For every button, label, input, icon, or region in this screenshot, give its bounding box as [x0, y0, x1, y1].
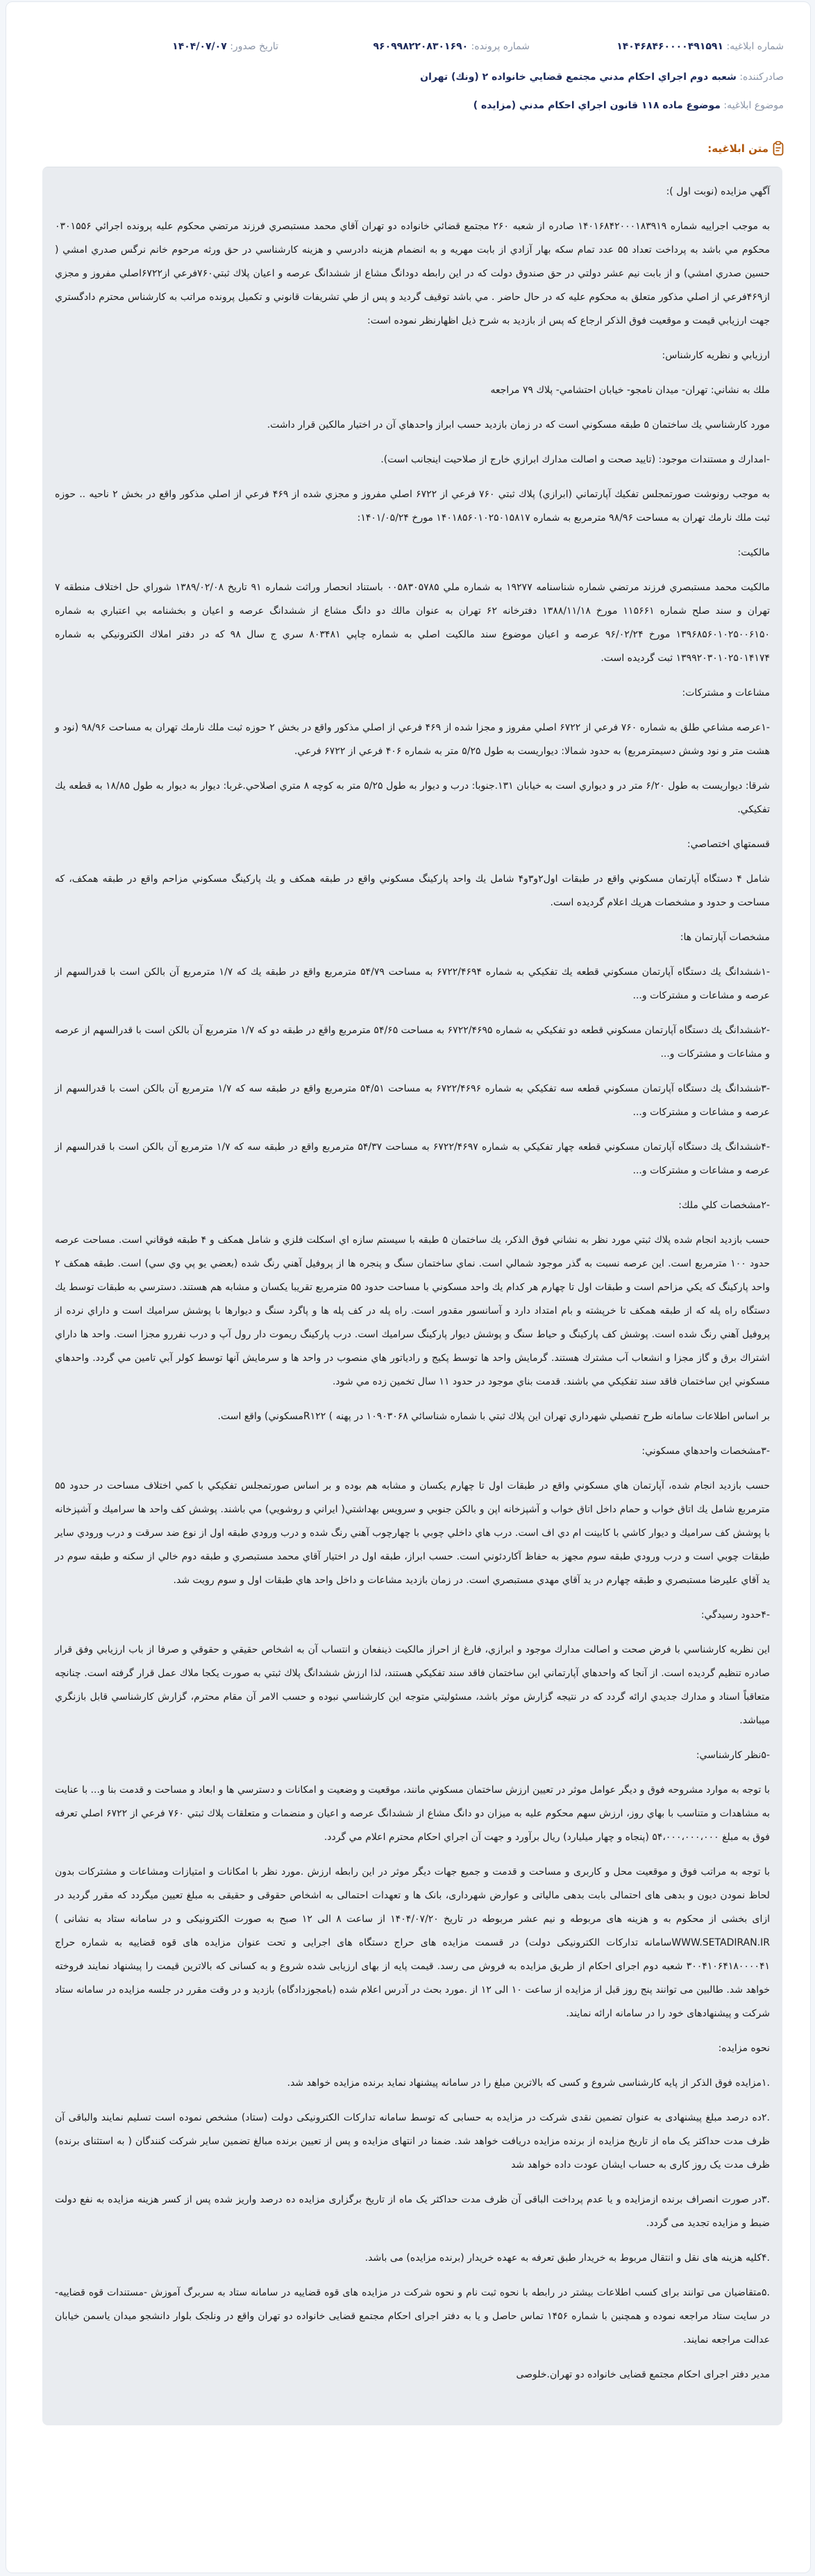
paragraph: -۱عرصه مشاعي طلق به شماره ۷۶۰ فرعي از ۶۷۲۲ اصلي مفروز و مجزا شده از ۴۶۹ فرعي از اصلي مذكور واقع در بخش ۲ حوزه ثبت ملك نارمك تهران به مساحت ۹۸/۹۶ (نود و هشت متر و نود وشش دسيمترمربع) به حدود شمالا: ديواريست به طول ۵/۲۵ متر به شماره ۴۰۶ فرعي از ۶۷۲۲ فرعي. — [55, 722, 770, 757]
notice-meta-row — [6, 41, 810, 59]
paragraph: .۱مزايده فوق الذكر از پايه كارشناسی شروع و كسی كه بالاترين مبلغ را در سامانه پيشنهاد نمايد برنده مزايده خواهد شد. — [287, 2077, 770, 2089]
paragraph: به موجب رونوشت صورتمجلس تفكيك آپارتماني (ابرازي) پلاك ثبتي ۷۶۰ فرعي از ۶۷۲۲ اصلي مفروز و مجزي شده از ۴۶۹ فرعي از اصلي مذكور واقع در بخش ۲ ناحيه .. حوزه ثبت ملك نارمك تهران به مساحت ۹۸/۹۶ مترمربع به شماره ۱۴۰۱۸۵۶۰۱۰۲۵۰۱۵۸۱۷ مورخ ۱۴۰۱/۰۵/۲۴: — [55, 489, 771, 524]
paragraph: ملك به نشاني: تهران- ميدان نامجو- خيابان احتشامي- پلاك ۷۹ مراجعه — [490, 385, 770, 396]
case-number-label: شماره پرونده: — [471, 41, 530, 52]
paragraph: به موجب اجراييه شماره ۱۴۰۱۶۸۴۲۰۰۰۱۸۳۹۱۹ صادره از شعبه ۲۶۰ مجتمع قضائي خانواده دو تهران آقاي محمد مستبصري فرزند مرتضي محكوم عليه پرونده اجرائي ۰۳۰۱۵۵۶ محكوم مي باشد به پرداخت تعداد ۵۵ عدد تمام سكه بهار آزادي از بابت مهريه و به انضمام هزينه دادرسي و هزينه كارشناسي در حق ورثه مرحوم خانم نرگس صدري امشي ( حسين صدري امشي) و از بابت نيم عشر دولتي در حق صندوق دولت كه در اين رابطه دودانگ مشاع از ششدانگ عرصه و اعيان پلاك ثبتي۷۶۰فرعي از۶۷۲۲اصلي مفروز و مجزي از۴۶۹فرعي از اصلي مذكور متعلق به محكوم عليه كه در حال حاضر . مي باشد توقيف گرديد و پس از طي تشريفات قانوني و تكميل پرونده مراتب به كارشناس محترم دادگستري جهت ارزيابي قيمت و موقعيت فوق الذكر ارجاع كه پس از بازديد به شرح ذيل اظهارنظر نموده است: — [55, 221, 771, 326]
subject-value: موضوع ماده ۱۱۸ قانون اجراي احكام مدني (مزايده ) — [473, 100, 721, 111]
paragraph: با توجه به مراتب فوق و موقعيت محل و كاربری و مساحت و قدمت و جميع جهات ديگر موثر در اين رابطه ارزش .مورد نظر با امكانات و امتيازات ومشاعات و مشتركات بدون لحاظ نمودن ديون و بدهی های احتمالی بابت بدهی مالياتی و عوارض شهرداری، بانک ها و تعهدات احتمالی به اشخاص حقوقی و حقيقی به مبلغ تعيين ميگردد كه مقرر گرديد در ازای بخشی از محكوم به و هزينه های مربوطه و نيم عشر مربوطه در تاريخ ۱۴۰۴/۰۷/۲۰ از ساعت ۸ الی ۱۲ صبح به صورت الكترونيكی و در سامانه ستاد به نشانی ) WWW.SETADIRAN.IRسامانه تداركات الكترونيكی دولت) در قسمت مزايده های حراج دستگاه های اجرايی و تحت عنوان مزايده های قوه قضاييه به شماره حراج ۳۰۰۴۱۰۶۴۱۸۰۰۰۰۴۱ شعبه دوم اجرای احكام از طريق مزايده به فروش می رسد. قيمت پايه از بهای ارزيابی شده شروع و به كسانی كه بالاترين قيمت را پيشنهاد نمايند فروخته خواهد شد. طالبين می توانند پنج روز قبل از مزايده از ساعت ۱۰ الی ۱۲ از .مورد بحث در آدرس اعلام شده (بامجوزدادگاه) بازديد و در وقت مقرر در جلسه مزايده در سامانه ستاد شركت و پيشنهادهای خود را در سامانه ارائه نمايند. — [55, 1866, 770, 2019]
case-number — [373, 41, 530, 52]
paragraph: بر اساس اطلاعات سامانه طرح تفصيلي شهرداري تهران اين پلاك ثبتي با شماره شناسائي ۱۰۹۰۳۰۶۸ در پهنه ) R۱۲۲مسكوني) واقع است. — [217, 1411, 770, 1422]
paragraph: نحوه مزايده: — [718, 2043, 770, 2054]
paragraph: -۴حدود رسيدگي: — [700, 1609, 770, 1621]
document-icon — [773, 141, 784, 156]
issue-date — [172, 41, 278, 52]
paragraph: مالكيت: — [737, 547, 770, 558]
paragraph: .۴كليه هزينه های نقل و انتقال مربوط به خريدار طبق تعرفه به عهده خريدار (برنده مزايده) می باشد. — [364, 2252, 770, 2264]
notice-number-label: شماره ابلاغيه: — [726, 41, 784, 52]
paragraph: اين نظريه كارشناسي با فرض صحت و اصالت مدارك موجود و ابرازي، فارغ از احراز مالكيت ذينفعان و انتساب آن به اشخاص حقيقي و حقوقي و صرفا از باب ارزيابي وفق قرار صادره تنظيم گرديده است. از آنجا كه واحدهاي آپارتماني اين ساختمان فاقد سند تفكيكي هستند، لذا ارزش ششدانگ پلاك ثبتي به صورت يكجا ملاك عمل قرار گرفته است. چنانچه متعاقباً اسناد و مدارك جديدي ارائه گردد كه در نتيجه گزارش موثر باشد، مسئوليتي متوجه اين كارشناسي نبوده و حسب الامر آن مقام محترم، گزارش كارشناسي قابل بازنگري ميباشد. — [55, 1644, 770, 1726]
paragraph: شامل ۴ دستگاه آپارتمان مسكوني واقع در طبقات اول۲و۳و۴ شامل يك واحد پاركينگ مسكوني واقع در طبقه همكف و يك پاركينگ مسكوني مزاحم واقع در طبقه همكف، كه مساحت و حدود و مشخصات هريك اعلام گرديده است. — [55, 873, 770, 908]
notice-number-value: ۱۴۰۴۶۸۴۶۰۰۰۰۴۹۱۵۹۱ — [616, 41, 723, 52]
paragraph: مورد كارشناسي يك ساختمان ۵ طبقه مسكوني است كه در زمان بازديد حسب ابراز واحدهاي آن در اختيار مالكين قرار داشت. — [267, 419, 770, 430]
paragraph: ارزيابي و نظريه كارشناس: — [662, 350, 770, 361]
paragraph: مشاعات و مشتركات: — [682, 687, 770, 699]
paragraph: مشخصات آپارتمان ها: — [680, 932, 770, 943]
issuer-label: صادركننده: — [739, 72, 784, 83]
case-number-value: ۹۶۰۹۹۸۲۲۰۸۳۰۱۶۹۰ — [373, 41, 469, 52]
paragraph: حسب بازديد انجام شده، آپارتمان هاي مسكوني واقع در طبقات اول تا چهارم يكسان و مشابه هم بوده و بر اساس صورتمجلس تفكيكي با كمي اختلاف مساحت در حدود ۵۵ مترمربع شامل يك اتاق خواب و حمام داخل اتاق خواب و آشپزخانه اپن و بالكن جنوبي و سرويس بهداشتي( ايراني و روشويي) مي باشند. پوشش كف واحد ها سراميك و آشپزخانه با پوشش كف سراميك و ديوار كاشي با كابينت ام دي اف است. درب هاي داخلي چوبي با چهارچوب آهني رنگ شده و درب ورودي طبقه اول از نوع ضد سرقت و درب ورودي ساير طبقات چوبي است و درب ورودي طبقه سوم مجهز به حفاظ آكاردئوني است. حسب ابراز، طبقه اول در اختيار آقاي محمد مستبصري و طبقه دوم خالي از سكنه و طبقه سوم در يد آقاي عليرضا مستبصري و طبقه چهارم در يد آقاي مهدي مستبصري است. در زمان بازديد مشاعات و داخل واحد هاي طبقات اول و سوم رويت شد. — [55, 1480, 770, 1586]
notice-text-title: متن ابلاغيه: — [707, 142, 768, 155]
notice-body — [42, 167, 782, 2425]
paragraph: حسب بازديد انجام شده پلاك ثبتي مورد نظر به نشاني فوق الذكر، يك ساختمان ۵ طبقه با سيستم سازه اي اسكلت فلزي و شامل همكف و ۴ طبقه فوقاني است. مساحت عرصه حدود ۱۰۰ مترمربع است. اين عرصه نسبت به گذر موجود شمالي است. نماي ساختمان سنگ و پنجره ها از پروفيل آهني رنگ شده (بعضي يو پي وي سي) است. طبقه همكف ۲ واحد پاركينگ كه يكي مزاحم است و طبقات اول تا چهارم هر كدام يك واحد مسكوني با مساحت حدود ۵۵ مترمربع تقريبا يكسان و مشابه هم هستند. دسترسي به طبقات توسط يك دستگاه راه پله كه از طبقه همكف تا خرپشته و بام امتداد دارد و آسانسور مقدور است. راه پله در كف پله ها و پاگرد سنگ و ديوارها با پوشش سراميك است و داراي نرده از پروفيل آهني رنگ شده است. پوشش كف پاركينگ و حياط سنگ و پوشش ديوار پاركينگ سراميك است. درب پاركينگ ريموت دار رول آپ و درب نفررو مجزا است. واحد ها داراي اشتراك برق و گاز مجزا و انشعاب آب مشترك هستند. گرمايش واحد ها توسط پكيج و رادياتور هاي منصوب در واحد ها و سرمايش آنها توسط كولر آبي تامين مي گردد. واحدهاي مسكوني اين ساختمان فاقد سند تفكيكي مي باشند. قدمت بناي موجود در حدود ۱۱ سال تخمين زده مي شود. — [55, 1235, 771, 1387]
paragraph: با توجه به موارد مشروحه فوق و ديگر عوامل موثر در تعيين ارزش ساختمان مسكوني مانند، موقعيت و وضعيت و امكانات و دسترسي ها و ابعاد و مساحت و قدمت بنا و... با عنايت به مشاهدات و متناسب با بهاي روز، ارزش سهم محكوم عليه به ميزان دو دانگ مشاع از ششدانگ عرصه و اعيان و منضمات و متعلقات پلاك ثبتي ۷۶۰ فرعي از ۶۷۲۲ اصلي تعرفه فوق به مبلغ ۵۴،۰۰۰،۰۰۰،۰۰۰ (پنجاه و چهار ميليارد) ريال برآورد و جهت آن اجراي احكام محترم اعلام مي گردد. — [55, 1784, 770, 1843]
paragraph: آگهي مزايده (نوبت اول ): — [666, 186, 770, 197]
notice-text-heading — [707, 141, 784, 156]
paragraph: -۵نظر كارشناسي: — [696, 1750, 770, 1761]
subject — [473, 100, 784, 111]
paragraph: .۲ده درصد مبلغ پيشنهادی به عنوان تضمين نقدی شركت در مزايده به حسابی كه توسط سامانه تداركات الكترونيكی دولت (ستاد) مشخص نموده است تسليم نمايند والباقی آن ظرف مدت حداكثر يک ماه از تاريخ مزايده از برنده مزايده دريافت خواهد شد. ضمنا در انتهای مزايده و پس از تعيين برنده مبالغ تضمين ساير شركت كنندگان ( به استثنای برنده) ظرف مدت يک روز كاری به حساب ايشان عودت داده خواهد شد — [55, 2112, 770, 2171]
notice-card — [6, 1, 811, 2573]
paragraph: -۲ششدانگ يك دستگاه آپارتمان مسكوني قطعه دو تفكيكي به شماره ۶۷۲۲/۴۶۹۵ به مساحت ۵۴/۶۵ مترمربع واقع در طبقه دو كه ۱/۷ مترمربع آن بالكن است با قدرالسهم از عرصه و مشاعات و مشتركات و... — [55, 1025, 771, 1060]
issue-date-label: تاريخ صدور: — [230, 41, 278, 52]
paragraph: -۱ششدانگ يك دستگاه آپارتمان مسكوني قطعه يك تفكيكي به شماره ۶۷۲۲/۴۶۹۴ به مساحت ۵۴/۷۹ مترمربع واقع در طبقه يك كه ۱/۷ مترمربع آن بالكن است با قدرالسهم از عرصه و مشاعات و مشتركات و... — [55, 967, 770, 1001]
paragraph: .۳در صورت انصراف برنده ازمزايده و يا عدم پرداخت الباقی آن ظرف مدت حداكثر يک ماه از تاريخ برگزاری مزايده ده درصد واريز شده پس از كسر هزينه مزايده به نفع دولت ضبط و مزايده تجديد می گردد. — [55, 2194, 770, 2229]
paragraph: قسمتهاي اختصاصي: — [687, 839, 770, 850]
paragraph: -امدارك و مستندات موجود: (تاييد صحت و اصالت مدارك ابرازي خارج از صلاحيت اينجانب است). — [380, 454, 770, 465]
paragraph: مالكيت محمد مستبصري فرزند مرتضي شماره شناسنامه ۱۹۲۷۷ به شماره ملي ۰۰۵۸۳۰۵۷۸۵ باستناد انحصار وراثت شماره ۹۱ تاريخ ۱۳۸۹/۰۲/۰۸ شوراي حل اختلاف منطقه ۷ تهران و سند صلح شماره ۱۱۵۶۶۱ مورخ ۱۳۸۸/۱۱/۱۸ دفترخانه ۶۲ تهران به عنوان مالك دو دانگ مشاع از ششدانگ عرصه و اعيان و بخشنامه بي اعتباري به شماره ۱۳۹۶۸۵۶۰۱۰۲۵۰۰۶۱۵۰ مورخ ۹۶/۰۲/۲۴ عرصه و اعيان موضوع سند مالكيت اصلي به شماره چاپي ۸۰۳۴۸۱ سري ج سال ۹۸ كه در دفتر املاك الكترونيكي به شماره ۱۳۹۹۲۰۳۰۱۰۲۵۰۱۴۱۷۴ ثبت گرديده است. — [55, 582, 771, 664]
paragraph: شرقا: ديواريست به طول ۶/۲۰ متر در و ديواري است به خيابان ۱۳۱.جنوبا: درب و ديوار به طول ۵/۲۵ متر به كوچه ۸ متري اصلاحي.غربا: ديوار به ديوار به طول ۱۸/۸۵ به قطعه يك تفكيكي. — [55, 780, 771, 815]
signature-line: مدير دفتر اجرای احكام مجتمع قضايی خانواده دو تهران.خلوصی — [516, 2369, 770, 2380]
paragraph: .۵متقاضيان می توانند برای كسب اطلاعات بيشتر در رابطه با نحوه ثبت نام و نحوه شركت در مزايده های قوه قضاييه در سامانه ستاد به سربرگ آموزش -مستندات قوه قضاييه- در سايت ستاد مراجعه نموده و همچنين با شماره ۱۴۵۶ تماس حاصل و يا به دفتر اجرای احكام مجتمع قضايی خانواده دو تهران واقع در ونلجک بلوار دانشجو ميدان ياسمن خيابان عدالت مراجعه نمايند. — [55, 2287, 770, 2345]
issuer-value: شعبه دوم اجراي احكام مدني مجتمع قضايي خانواده ۲ (ونك) تهران — [420, 72, 737, 83]
issuer — [420, 72, 784, 83]
paragraph: -۳مشخصات واحدهاي مسكوني: — [641, 1446, 770, 1457]
paragraph: -۴ششدانگ يك دستگاه آپارتمان مسكوني قطعه چهار تفكيكي به شماره ۶۷۲۲/۴۶۹۷ به مساحت ۵۴/۳۷ مترمربع واقع در طبقه سه كه ۱/۷ مترمربع آن بالكن است با قدرالسهم از عرصه و مشاعات و مشتركات و... — [55, 1141, 770, 1176]
paragraph: -۳ششدانگ يك دستگاه آپارتمان مسكوني قطعه سه تفكيكي به شماره ۶۷۲۲/۴۶۹۶ به مساحت ۵۴/۵۱ مترمربع واقع در طبقه سه كه ۱/۷ مترمربع آن بالكن است با قدرالسهم از عرصه و مشاعات و مشتركات و... — [55, 1083, 770, 1118]
subject-label: موضوع ابلاغيه: — [723, 100, 784, 111]
paragraph: -۲مشخصات كلي ملك: — [678, 1200, 770, 1211]
notice-number — [616, 41, 784, 52]
issue-date-value: ۱۴۰۴/۰۷/۰۷ — [172, 41, 227, 52]
